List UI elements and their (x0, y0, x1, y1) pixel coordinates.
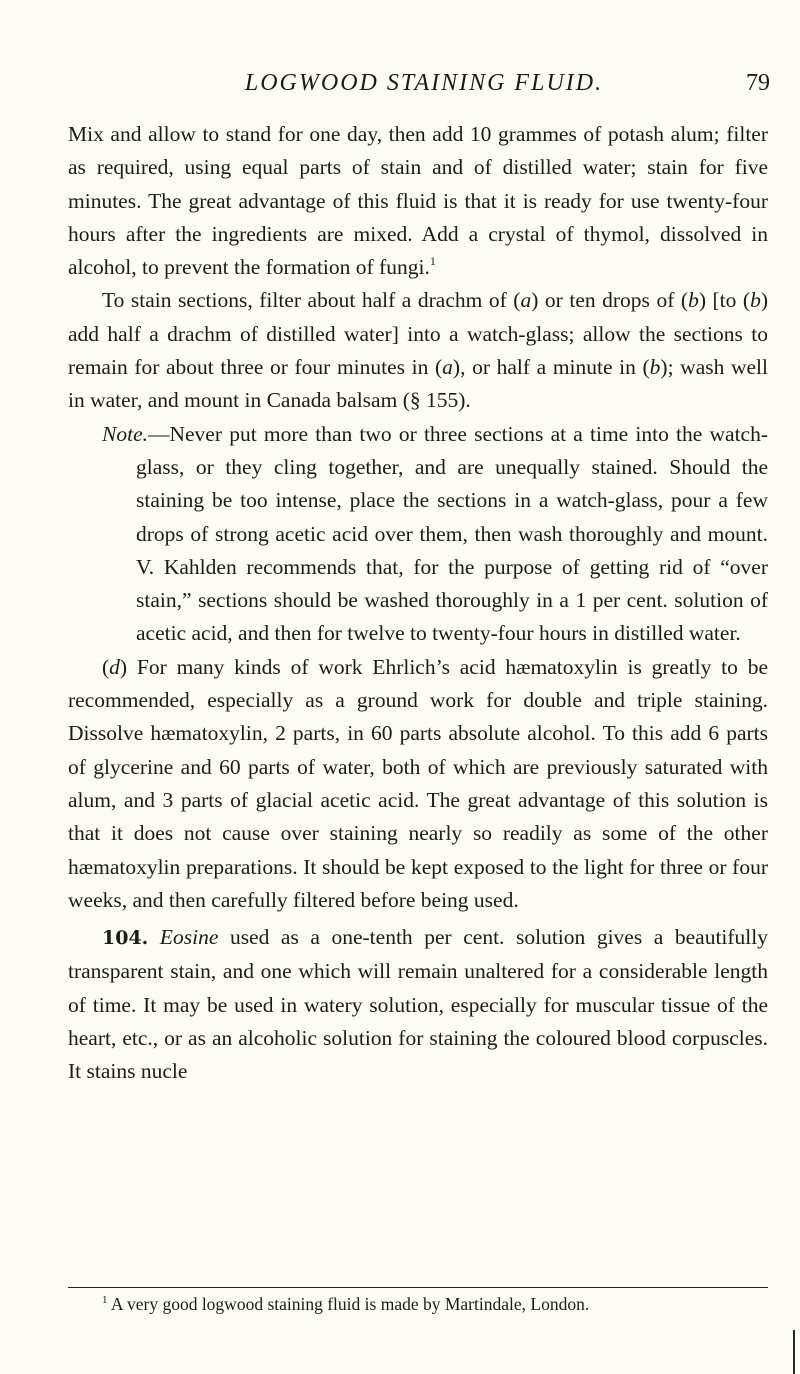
footnote-divider (68, 1287, 768, 1288)
note-text: —Never put more than two or three sections at a time into the watch-glass, or they cling together, and are unequally stained. Should the staining be too intense, place the sections in a watch-glass, pour a few drops of strong acetic acid over them, then wash thoroughly and mount. V. Kahlden recommends that, for the purpose of getting rid of “over stain,” sections should be washed thoroughly in a 1 per cent. solution of acetic acid, and then for twelve to twenty-four hours in distilled water. (136, 421, 768, 646)
footnote-marker: 1 (102, 1294, 108, 1306)
eosine-text: used as a one-tenth per cent. solution gives a beautifully transparent stain, and one which will remain unaltered for a considerable length of time. It may be used in watery solution, especially for muscular tissue of the heart, etc., or as an alcoholic solution for staining the coloured blood corpuscles. It stains nucle (68, 925, 769, 1084)
paragraph-ehrlich: (d) For many kinds of work Ehrlich’s acid hæmatoxylin is greatly to be recommended, especially as a ground work for double and triple staining. Dissolve hæmatoxylin, 2 parts, in 60 parts absolute alcohol. To this add 6 parts of glycerine and 60 parts of water, both of which are previously saturated with alum, and 3 parts of glacial acetic acid. The great advantage of this solution is that it does not cause over staining nearly so readily as some of the other hæmatoxylin preparations. It should be kept exposed to the light for three or four weeks, and then carefully filtered before being used. (68, 654, 768, 912)
footnote-reference: 1 (429, 254, 436, 269)
text-run: ); wash well in water, and mount in Canada balsam (§ 155). (68, 355, 768, 413)
text-run: To stain sections, filter about half a drachm of ( (102, 288, 521, 313)
text-run: ) [to ( (698, 288, 751, 313)
letter-a: a (442, 355, 453, 380)
body-text (68, 118, 768, 1089)
page-number: 79 (746, 70, 770, 96)
page-header (68, 66, 780, 106)
paragraph-note (68, 418, 768, 651)
ehrlich-text: For many kinds of work Ehrlich’s acid hæmatoxylin is greatly to be recommended, especially as a ground work for double and triple staining. Dissolve hæmatoxylin, 2 parts, in 60 parts absolute alcohol. To this add 6 parts of glycerine and 60 parts of water, both of which are previously saturated with alum, and 3 parts of glacial acetic acid. The great advantage of this solution is that it does not cause over staining nearly so readily as some of the other hæmatoxylin preparations. It should be kept exposed to the light for three or four weeks, and then carefully filtered before being used. (68, 654, 768, 912)
footnote (102, 1292, 762, 1316)
section-term: Eosine (159, 925, 219, 950)
paragraph-mixing (68, 118, 768, 284)
text-run: ), or half a minute in ( (452, 355, 650, 380)
letter-b: b (649, 355, 661, 380)
letter-b: b (750, 288, 761, 313)
running-title: LOGWOOD STAINING FLUID. (244, 70, 604, 96)
note-label: Note. (102, 421, 148, 446)
page-edge-mark (793, 1330, 795, 1374)
text-run: ) or ten drops of ( (531, 288, 689, 313)
footnote-text: A very good logwood staining fluid is made by Martindale, London. (110, 1294, 590, 1314)
section-number: 104. (102, 927, 149, 950)
paragraph-mixing-text: Mix and allow to stand for one day, then add 10 grammes of potash alum; filter as required, using equal parts of stain and of distilled water; stain for five minutes. The great advantage of this fluid is that it is ready for use twenty-four hours after the ingredients are mixed. Add a crystal of thymol, dissolved in alcohol, to prevent the formation of fungi. (68, 122, 768, 280)
paragraph-eosine (68, 921, 768, 1088)
letter-b: b (688, 288, 699, 313)
text-run: ) add half a drachm of distilled water] into a watch-glass; allow the sections to remain for about three or four minutes in ( (68, 288, 768, 380)
letter-d: d (109, 654, 120, 679)
letter-a: a (520, 288, 532, 313)
paragraph-staining-sections (68, 284, 768, 417)
